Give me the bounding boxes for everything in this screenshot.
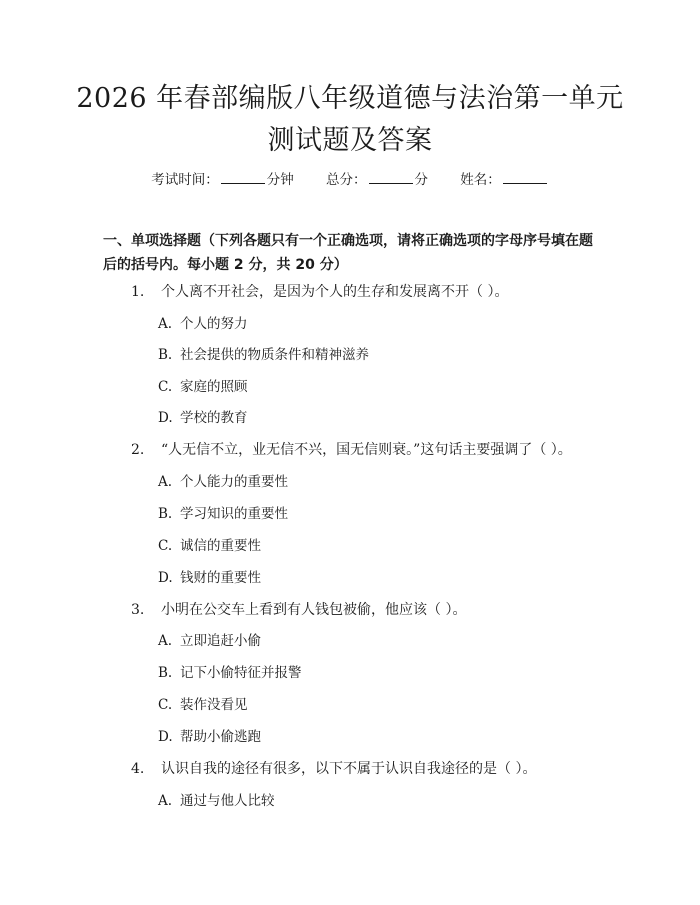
option-text: 学习知识的重要性 [180, 506, 288, 522]
document-title [0, 78, 700, 162]
option-letter: A. [158, 793, 173, 809]
option-item [158, 504, 598, 524]
option-letter: C. [158, 379, 173, 395]
option-item [158, 568, 598, 588]
option-letter: D. [158, 410, 173, 426]
title-line-2: 测试题及答案 [267, 125, 433, 156]
exam-time-field [151, 172, 298, 188]
question-text: 认识自我的途径有很多，以下不属于认识自我途径的是（ ）。 [161, 761, 537, 777]
option-letter: B. [158, 665, 173, 681]
total-score-label: 总分： [326, 172, 367, 188]
total-score-field [326, 172, 432, 188]
exam-time-label: 考试时间： [151, 172, 219, 188]
option-text: 个人能力的重要性 [180, 474, 288, 490]
option-item [158, 345, 598, 365]
option-item [158, 695, 598, 715]
option-item [158, 663, 598, 683]
question-text: 个人离不开社会，是因为个人的生存和发展离不开（ ）。 [161, 284, 509, 300]
question-text: “人无信不立，业无信不兴，国无信则衰。”这句话主要强调了（ ）。 [161, 442, 572, 458]
option-item [158, 314, 598, 334]
title-line-1: 2026 年春部编版八年级道德与法治第一单元 [76, 83, 624, 114]
option-text: 通过与他人比较 [180, 793, 275, 809]
option-item [158, 472, 598, 492]
option-item [158, 727, 598, 747]
option-text: 学校的教育 [180, 410, 248, 426]
option-text: 社会提供的物质条件和精神滋养 [180, 347, 369, 363]
option-text: 个人的努力 [180, 316, 248, 332]
question-number: 4. [131, 761, 145, 777]
student-name-label: 姓名： [460, 172, 501, 188]
option-letter: D. [158, 570, 173, 586]
option-text: 诚信的重要性 [180, 538, 261, 554]
option-letter: C. [158, 538, 173, 554]
option-text: 记下小偷特征并报警 [180, 665, 302, 681]
student-name-blank [503, 171, 547, 184]
option-text: 装作没看见 [180, 697, 248, 713]
option-item [158, 377, 598, 397]
option-letter: A. [158, 316, 173, 332]
exam-time-blank [221, 171, 265, 184]
option-text: 家庭的照顾 [180, 379, 248, 395]
option-letter: A. [158, 474, 173, 490]
section-heading: 一、单项选择题（下列各题只有一个正确选项，请将正确选项的字母序号填在题后的括号内。每小题 2 分，共 20 分） [103, 233, 593, 273]
option-letter: B. [158, 506, 173, 522]
total-score-blank [369, 171, 413, 184]
question-2 [131, 440, 611, 460]
question-1 [131, 282, 611, 302]
total-score-unit: 分 [414, 172, 428, 188]
question-4 [131, 759, 611, 779]
question-number: 2. [131, 442, 145, 458]
option-letter: A. [158, 633, 173, 649]
option-item [158, 536, 598, 556]
option-letter: D. [158, 729, 173, 745]
option-text: 帮助小偷逃跑 [180, 729, 261, 745]
option-letter: B. [158, 347, 173, 363]
exam-info-line [0, 168, 700, 188]
question-number: 1. [131, 284, 145, 300]
question-text: 小明在公交车上看到有人钱包被偷，他应该（ ）。 [161, 602, 467, 618]
student-name-field [460, 172, 549, 188]
question-3 [131, 600, 611, 620]
option-item [158, 631, 598, 651]
option-item [158, 408, 598, 428]
question-number: 3. [131, 602, 145, 618]
exam-time-unit: 分钟 [266, 172, 294, 188]
option-text: 钱财的重要性 [180, 570, 261, 586]
option-letter: C. [158, 697, 173, 713]
option-text: 立即追赶小偷 [180, 633, 261, 649]
option-item [158, 791, 598, 811]
